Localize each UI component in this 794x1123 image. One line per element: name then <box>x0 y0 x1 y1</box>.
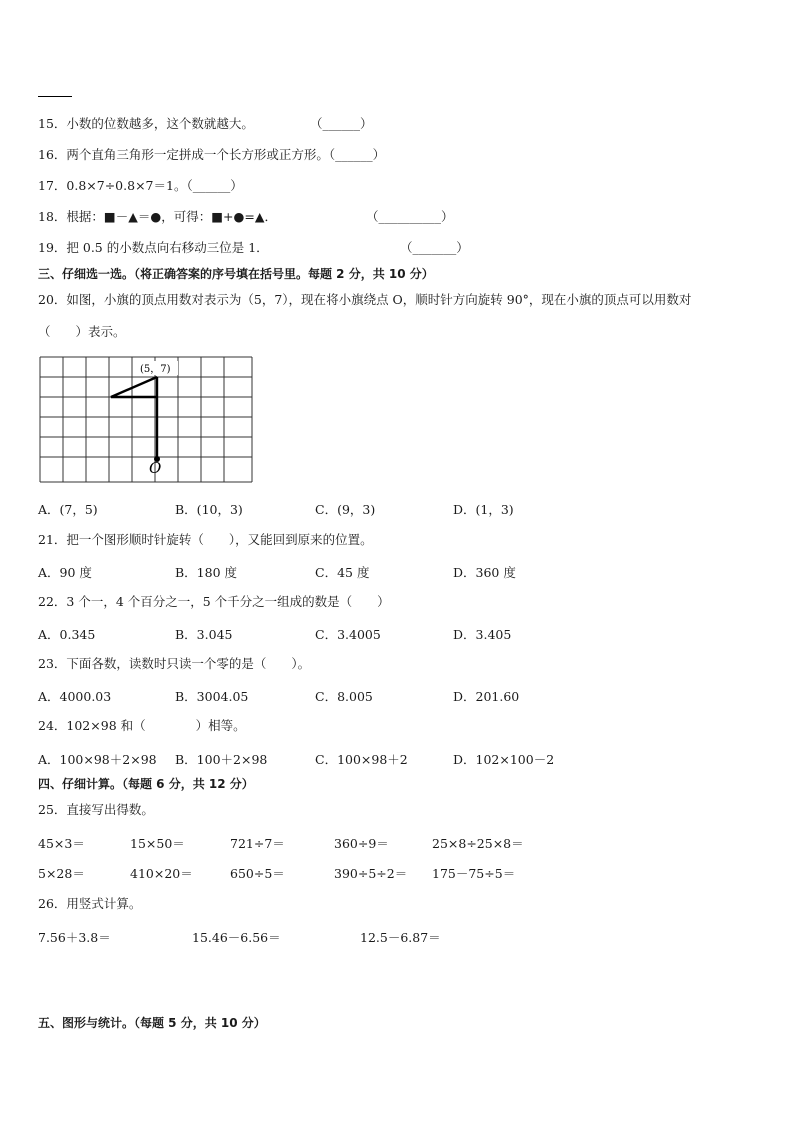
q24-option-b[interactable]: B．100＋2×98 <box>175 752 268 767</box>
coordinate-grid <box>38 355 258 490</box>
question-23: 23．下面各数，读数时只读一个零的是（ ）。 <box>38 656 311 671</box>
q20-option-a[interactable]: A．(7，5) <box>38 502 98 517</box>
q22-option-a[interactable]: A．0.345 <box>38 627 96 642</box>
flag-grid-figure <box>38 355 258 494</box>
question-19-blank[interactable]: （_______） <box>400 240 469 255</box>
q21-option-a[interactable]: A．90 度 <box>38 565 92 580</box>
q23-option-a[interactable]: A．4000.03 <box>38 689 112 704</box>
q22-option-d[interactable]: D．3.405 <box>453 627 512 642</box>
question-21: 21．把一个图形顺时针旋转（ ），又能回到原来的位置。 <box>38 532 373 547</box>
q20-option-d[interactable]: D．(1，3) <box>453 502 514 517</box>
q22-option-b[interactable]: B．3.045 <box>175 627 233 642</box>
question-19-text: 19．把 0.5 的小数点向右移动三位是 1． <box>38 240 269 255</box>
flag-shape <box>111 377 157 459</box>
question-18-text: 18．根据：■－▲＝●，可得：■+●=▲． <box>38 209 278 224</box>
question-20-line1: 20．如图，小旗的顶点用数对表示为（5，7），现在将小旗绕点 O，顺时针方向旋转 90°，现在小旗的顶点可以用数对 <box>38 292 692 307</box>
calc-item: 390÷5÷2＝ <box>334 866 408 881</box>
question-16 <box>38 147 385 163</box>
q23-option-d[interactable]: D．201.60 <box>453 689 520 704</box>
question-25: 25．直接写出得数。 <box>38 802 154 817</box>
q20-option-b[interactable]: B．(10，3) <box>175 502 243 517</box>
calc-item: 5×28＝ <box>38 866 85 881</box>
calc-item: 650÷5＝ <box>230 866 285 881</box>
origin-label: O <box>149 459 162 477</box>
calc-item: 360÷9＝ <box>334 836 389 851</box>
vertical-calc-item: 7.56＋3.8＝ <box>38 930 111 945</box>
question-18-blank[interactable]: （__________） <box>366 209 454 224</box>
q23-option-b[interactable]: B．3004.05 <box>175 689 249 704</box>
vertex-label: (5，7) <box>140 364 171 375</box>
q21-option-c[interactable]: C．45 度 <box>315 565 370 580</box>
question-24: 24．102×98 和（ ）相等。 <box>38 718 246 733</box>
calc-item: 410×20＝ <box>130 866 193 881</box>
question-15-blank[interactable]: （______） <box>310 116 373 131</box>
question-15 <box>38 116 373 132</box>
section-3-heading: 三、仔细选一选。（将正确答案的序号填在括号里。每题 2 分，共 10 分） <box>38 267 434 281</box>
question-18 <box>38 209 454 225</box>
q24-option-a[interactable]: A．100×98＋2×98 <box>38 752 157 767</box>
question-19 <box>38 240 469 256</box>
section-5-heading: 五、图形与统计。（每题 5 分，共 10 分） <box>38 1016 266 1030</box>
question-17-text: 17．0.8×7÷0.8×7＝1。（______） <box>38 178 243 193</box>
calc-item: 45×3＝ <box>38 836 85 851</box>
vertical-calc-item: 15.46－6.56＝ <box>192 930 281 945</box>
calc-item: 25×8÷25×8＝ <box>432 836 524 851</box>
q22-option-c[interactable]: C．3.4005 <box>315 627 381 642</box>
question-16-text: 16．两个直角三角形一定拼成一个长方形或正方形。（______） <box>38 147 386 162</box>
q23-option-c[interactable]: C．8.005 <box>315 689 373 704</box>
q20-option-c[interactable]: C．(9，3) <box>315 502 376 517</box>
q21-option-d[interactable]: D．360 度 <box>453 565 516 580</box>
question-15-text: 15．小数的位数越多，这个数就越大。 <box>38 116 254 131</box>
q21-option-b[interactable]: B．180 度 <box>175 565 238 580</box>
top-rule <box>38 96 72 97</box>
calc-item: 721÷7＝ <box>230 836 285 851</box>
question-17 <box>38 178 243 194</box>
calc-item: 175－75÷5＝ <box>432 866 516 881</box>
calc-item: 15×50＝ <box>130 836 185 851</box>
section-4-heading: 四、仔细计算。（每题 6 分，共 12 分） <box>38 777 254 791</box>
question-20-line2: （ ）表示。 <box>38 324 126 339</box>
question-22: 22．3 个一，4 个百分之一，5 个千分之一组成的数是（ ） <box>38 594 390 609</box>
vertical-calc-item: 12.5－6.87＝ <box>360 930 441 945</box>
q24-option-d[interactable]: D．102×100－2 <box>453 752 555 767</box>
q24-option-c[interactable]: C．100×98＋2 <box>315 752 408 767</box>
question-26: 26．用竖式计算。 <box>38 896 142 911</box>
